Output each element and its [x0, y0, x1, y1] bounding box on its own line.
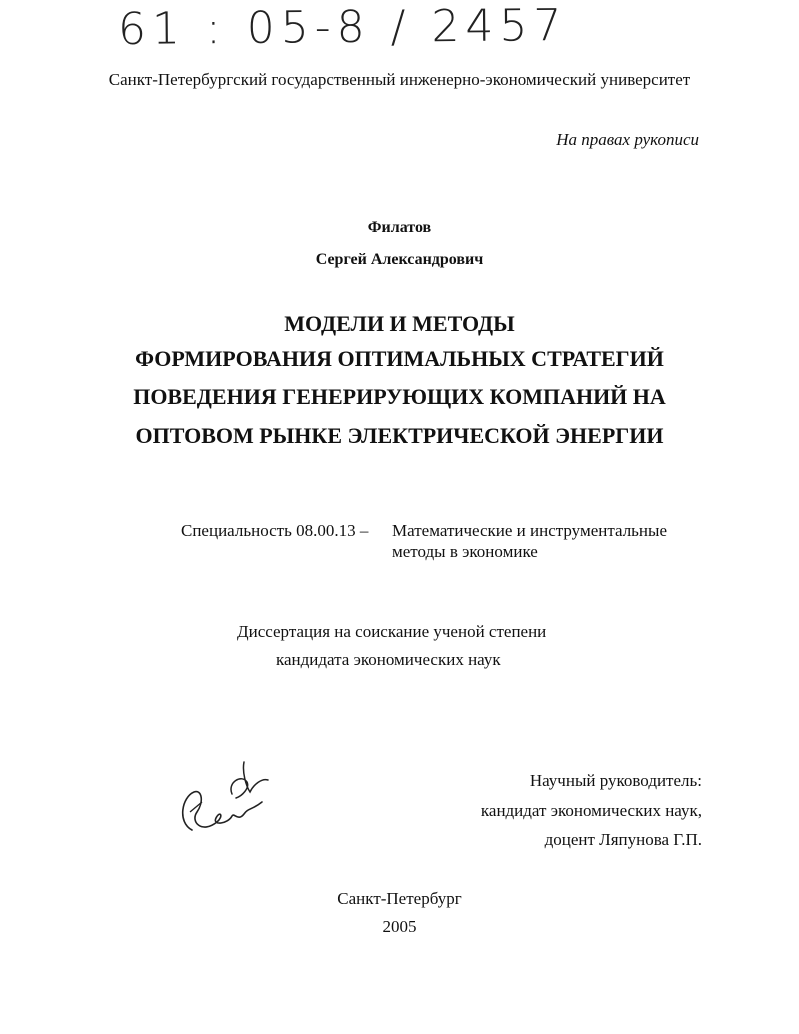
city: Санкт-Петербург — [337, 889, 462, 908]
university-name: Санкт-Петербургский государственный инженерно-экономический университет — [108, 70, 691, 89]
dissertation-line-1: Диссертация на соискание ученой степени — [237, 622, 547, 641]
year: 2005 — [382, 917, 417, 936]
title-line-1: МОДЕЛИ И МЕТОДЫ — [284, 311, 515, 336]
rights-note: На правах рукописи — [556, 130, 699, 149]
supervisor-heading: Научный руководитель: — [529, 771, 702, 790]
author-name: Сергей Александрович — [315, 251, 484, 268]
handwritten-archive-code: 61 : 05-8 / 2457 — [117, 0, 568, 55]
author-surname: Филатов — [367, 219, 432, 236]
specialty-label: Специальность 08.00.13 – — [181, 521, 369, 540]
supervisor-degree: кандидат экономических наук, — [480, 801, 702, 820]
title-line-3: ПОВЕДЕНИЯ ГЕНЕРИРУЮЩИХ КОМПАНИЙ НА — [133, 384, 666, 409]
specialty-name-line-1: Математические и инструментальные — [392, 521, 667, 540]
signature-icon — [172, 752, 282, 842]
dissertation-line-2: кандидата экономических наук — [276, 650, 501, 669]
supervisor-name: доцент Ляпунова Г.П. — [544, 830, 702, 849]
specialty-name-line-2: методы в экономике — [392, 542, 538, 561]
title-line-2: ФОРМИРОВАНИЯ ОПТИМАЛЬНЫХ СТРАТЕГИЙ — [135, 346, 664, 371]
title-line-4: ОПТОВОМ РЫНКЕ ЭЛЕКТРИЧЕСКОЙ ЭНЕРГИИ — [135, 423, 664, 448]
